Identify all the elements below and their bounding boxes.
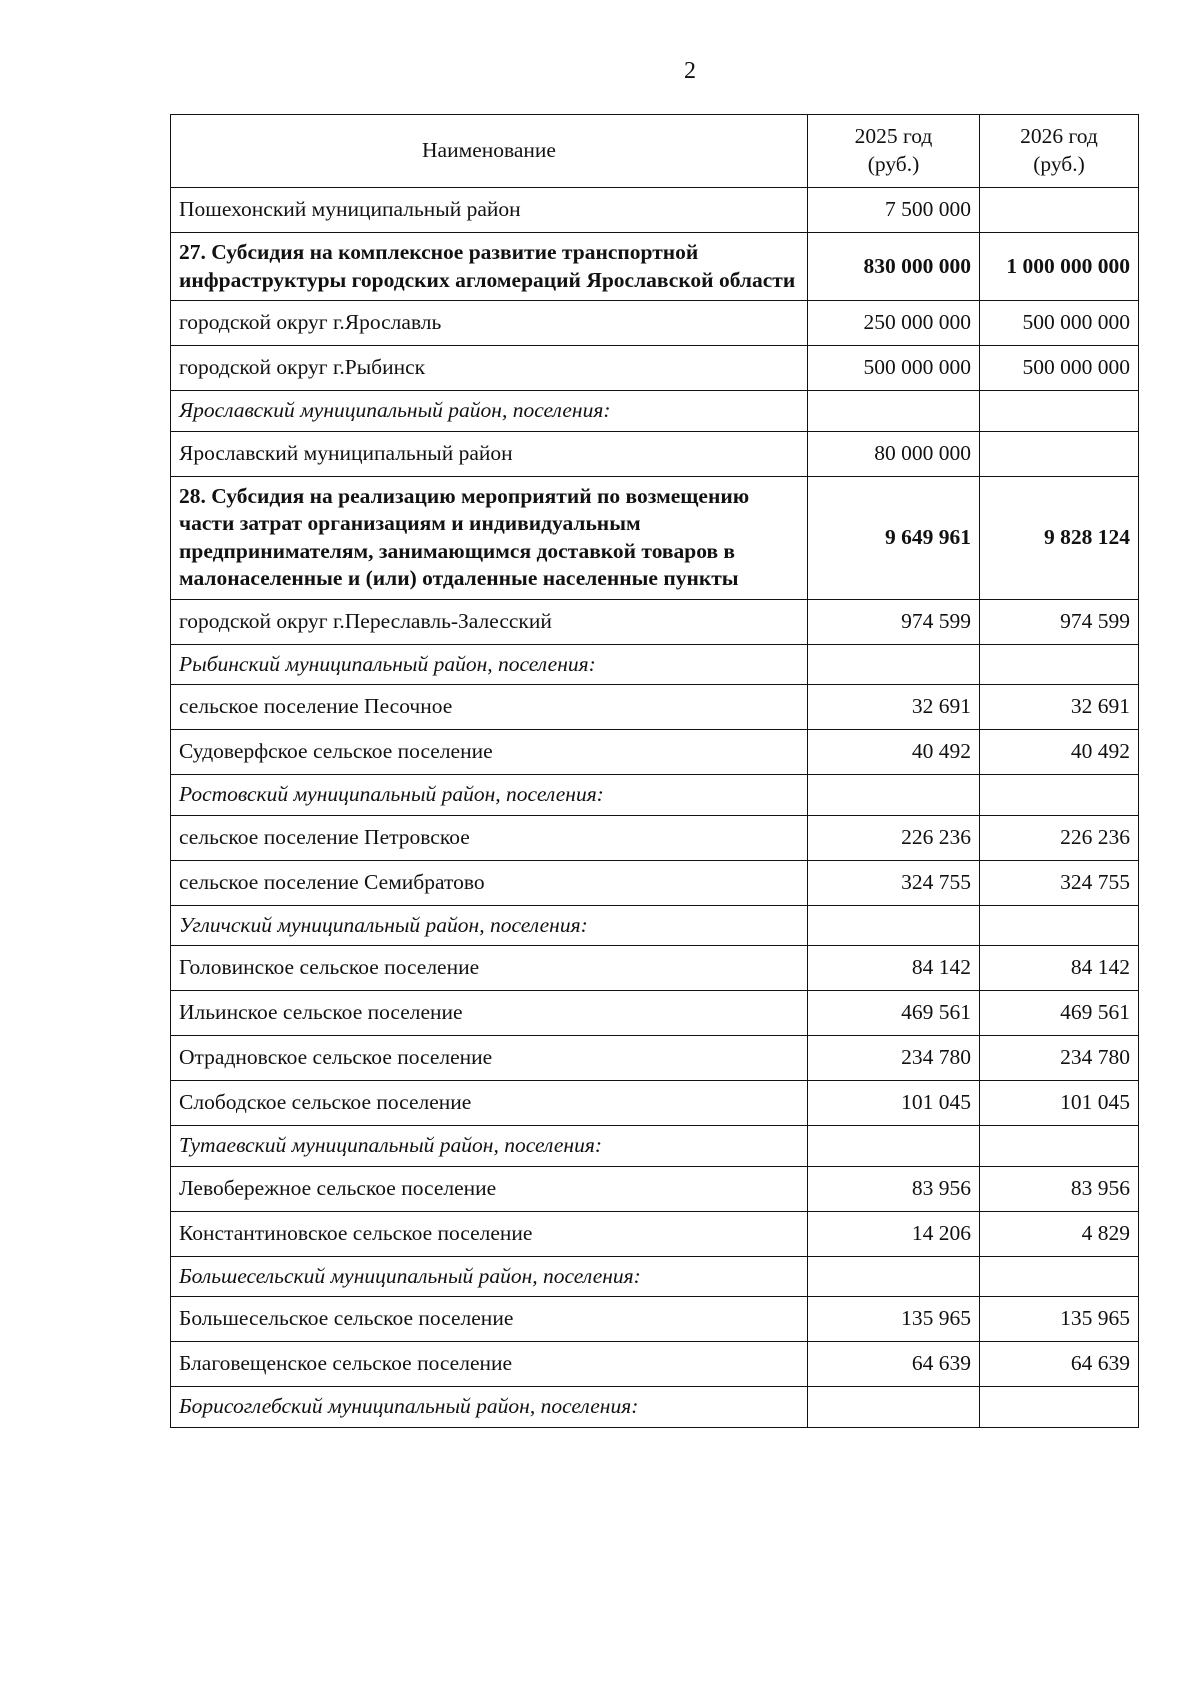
value-2025: 250 000 000 bbox=[808, 301, 980, 346]
value-2026: 64 639 bbox=[980, 1342, 1139, 1387]
table-row bbox=[171, 1036, 1139, 1081]
value-2025: 84 142 bbox=[808, 946, 980, 991]
row-name: Тутаевский муниципальный район, поселения: bbox=[171, 1126, 808, 1167]
row-name: Рыбинский муниципальный район, поселения: bbox=[171, 644, 808, 685]
table-row bbox=[171, 730, 1139, 775]
value-2026: 974 599 bbox=[980, 599, 1139, 644]
row-name: 27. Субсидия на комплексное развитие транспортной инфраструктуры городских агломераций Ярославской области bbox=[171, 233, 808, 301]
value-2026: 101 045 bbox=[980, 1081, 1139, 1126]
value-2026 bbox=[980, 644, 1139, 685]
row-name: городской округ г.Ярославль bbox=[171, 301, 808, 346]
row-name: сельское поселение Петровское bbox=[171, 815, 808, 860]
value-2026: 234 780 bbox=[980, 1036, 1139, 1081]
row-name: Борисоглебский муниципальный район, поселения: bbox=[171, 1387, 808, 1428]
value-2025: 40 492 bbox=[808, 730, 980, 775]
value-2025 bbox=[808, 775, 980, 816]
value-2026 bbox=[980, 431, 1139, 476]
row-name: городской округ г.Рыбинск bbox=[171, 346, 808, 391]
row-name: Большесельский муниципальный район, поселения: bbox=[171, 1256, 808, 1297]
value-2025 bbox=[808, 1126, 980, 1167]
row-name: Константиновское сельское поселение bbox=[171, 1211, 808, 1256]
value-2026: 469 561 bbox=[980, 991, 1139, 1036]
value-2026 bbox=[980, 391, 1139, 432]
value-2026: 226 236 bbox=[980, 815, 1139, 860]
value-2026: 500 000 000 bbox=[980, 301, 1139, 346]
value-2025 bbox=[808, 1387, 980, 1428]
value-2026: 500 000 000 bbox=[980, 346, 1139, 391]
table-row bbox=[171, 346, 1139, 391]
value-2025: 83 956 bbox=[808, 1166, 980, 1211]
row-name: Большесельское сельское поселение bbox=[171, 1297, 808, 1342]
value-2026 bbox=[980, 1256, 1139, 1297]
district-group-row bbox=[171, 775, 1139, 816]
value-2025: 830 000 000 bbox=[808, 233, 980, 301]
value-2025 bbox=[808, 1256, 980, 1297]
district-group-row bbox=[171, 905, 1139, 946]
value-2025: 135 965 bbox=[808, 1297, 980, 1342]
row-name: Ильинское сельское поселение bbox=[171, 991, 808, 1036]
value-2026 bbox=[980, 905, 1139, 946]
value-2025: 469 561 bbox=[808, 991, 980, 1036]
value-2025: 14 206 bbox=[808, 1211, 980, 1256]
value-2026 bbox=[980, 1126, 1139, 1167]
row-name: Ярославский муниципальный район, поселения: bbox=[171, 391, 808, 432]
district-group-row bbox=[171, 644, 1139, 685]
table-row bbox=[171, 685, 1139, 730]
value-2026: 40 492 bbox=[980, 730, 1139, 775]
value-2026: 4 829 bbox=[980, 1211, 1139, 1256]
table-row bbox=[171, 815, 1139, 860]
row-name: Угличский муниципальный район, поселения: bbox=[171, 905, 808, 946]
table-row bbox=[171, 599, 1139, 644]
row-name: Отрадновское сельское поселение bbox=[171, 1036, 808, 1081]
value-2025: 80 000 000 bbox=[808, 431, 980, 476]
district-group-row bbox=[171, 391, 1139, 432]
value-2026: 83 956 bbox=[980, 1166, 1139, 1211]
row-name: Слободское сельское поселение bbox=[171, 1081, 808, 1126]
value-2025: 500 000 000 bbox=[808, 346, 980, 391]
row-name: сельское поселение Семибратово bbox=[171, 860, 808, 905]
value-2025: 974 599 bbox=[808, 599, 980, 644]
value-2026: 1 000 000 000 bbox=[980, 233, 1139, 301]
district-group-row bbox=[171, 1126, 1139, 1167]
value-2025 bbox=[808, 905, 980, 946]
value-2026: 135 965 bbox=[980, 1297, 1139, 1342]
table-header-row bbox=[171, 115, 1139, 188]
row-name: 28. Субсидия на реализацию мероприятий по возмещению части затрат организациям и индивидуальным предпринимателям, занимающимся доставкой товаров в малонаселенные и (или) отдаленные населенные пункты bbox=[171, 476, 808, 599]
row-name: городской округ г.Переславль-Залесский bbox=[171, 599, 808, 644]
table-row bbox=[171, 1166, 1139, 1211]
value-2026 bbox=[980, 188, 1139, 233]
value-2025: 324 755 bbox=[808, 860, 980, 905]
value-2025 bbox=[808, 391, 980, 432]
row-name: Пошехонский муниципальный район bbox=[171, 188, 808, 233]
value-2025: 32 691 bbox=[808, 685, 980, 730]
page-number: 2 bbox=[684, 58, 696, 84]
value-2026: 9 828 124 bbox=[980, 476, 1139, 599]
value-2026 bbox=[980, 1387, 1139, 1428]
value-2025 bbox=[808, 644, 980, 685]
value-2025: 101 045 bbox=[808, 1081, 980, 1126]
subsidy-table bbox=[170, 114, 1139, 1428]
subsidy-section-row bbox=[171, 233, 1139, 301]
value-2026: 324 755 bbox=[980, 860, 1139, 905]
row-name: Головинское сельское поселение bbox=[171, 946, 808, 991]
value-2025: 234 780 bbox=[808, 1036, 980, 1081]
row-name: Благовещенское сельское поселение bbox=[171, 1342, 808, 1387]
row-name: Левобережное сельское поселение bbox=[171, 1166, 808, 1211]
value-2025: 64 639 bbox=[808, 1342, 980, 1387]
district-group-row bbox=[171, 1256, 1139, 1297]
table-row bbox=[171, 1081, 1139, 1126]
table-row bbox=[171, 1342, 1139, 1387]
value-2025: 7 500 000 bbox=[808, 188, 980, 233]
table-row bbox=[171, 946, 1139, 991]
table-row bbox=[171, 1297, 1139, 1342]
table-row bbox=[171, 1211, 1139, 1256]
row-name: Ярославский муниципальный район bbox=[171, 431, 808, 476]
value-2026 bbox=[980, 775, 1139, 816]
table-row bbox=[171, 431, 1139, 476]
table-row bbox=[171, 991, 1139, 1036]
value-2026: 84 142 bbox=[980, 946, 1139, 991]
table-row bbox=[171, 301, 1139, 346]
value-2025: 9 649 961 bbox=[808, 476, 980, 599]
row-name: Судоверфское сельское поселение bbox=[171, 730, 808, 775]
value-2025: 226 236 bbox=[808, 815, 980, 860]
header-name: Наименование bbox=[171, 115, 808, 188]
header-2025: 2025 год (руб.) bbox=[808, 115, 980, 188]
value-2026: 32 691 bbox=[980, 685, 1139, 730]
table-row bbox=[171, 188, 1139, 233]
table-row bbox=[171, 860, 1139, 905]
table-body bbox=[171, 188, 1139, 1428]
row-name: сельское поселение Песочное bbox=[171, 685, 808, 730]
header-2026: 2026 год (руб.) bbox=[980, 115, 1139, 188]
district-group-row bbox=[171, 1387, 1139, 1428]
subsidy-section-row bbox=[171, 476, 1139, 599]
row-name: Ростовский муниципальный район, поселения: bbox=[171, 775, 808, 816]
